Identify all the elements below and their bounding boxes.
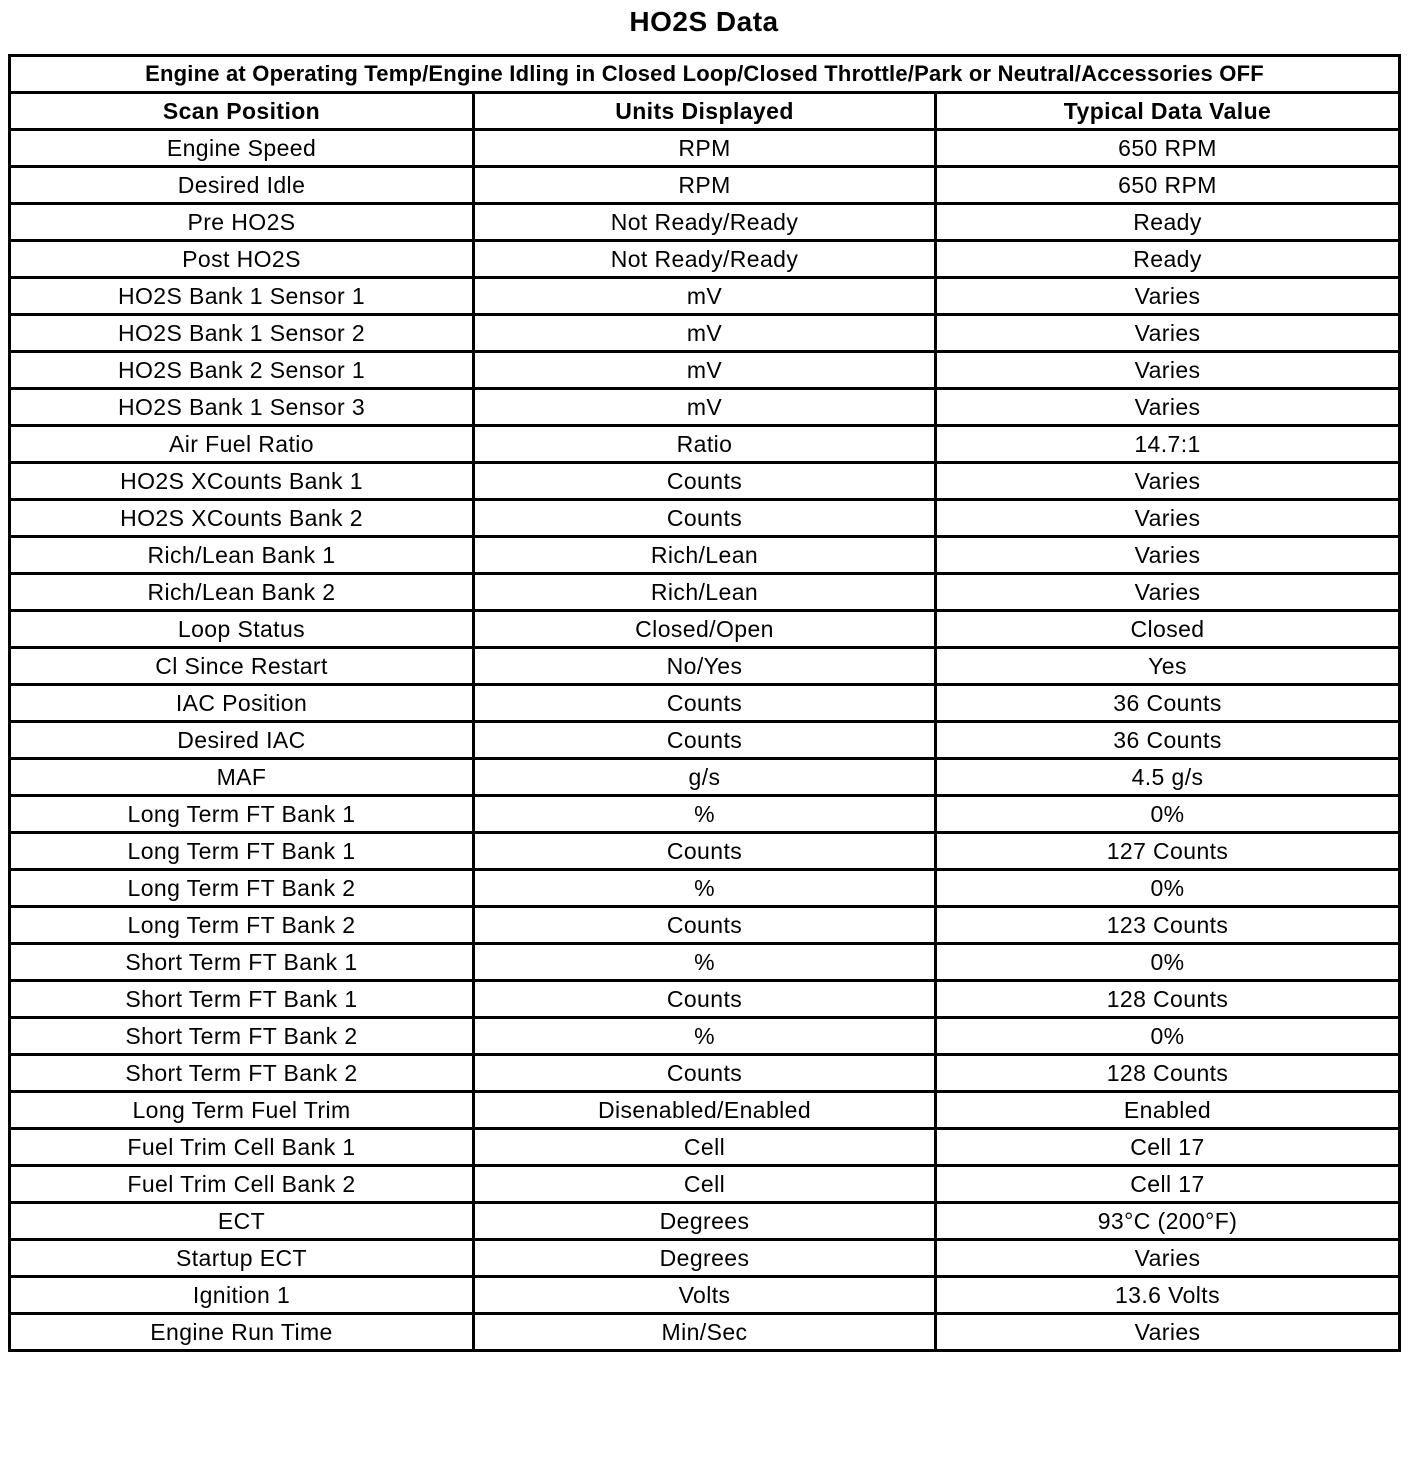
typical-data-value-cell: 128 Counts xyxy=(936,981,1400,1018)
scan-position-cell: Long Term FT Bank 1 xyxy=(10,833,474,870)
units-displayed-cell: Volts xyxy=(474,1277,936,1314)
units-displayed-cell: mV xyxy=(474,389,936,426)
table-row xyxy=(10,426,1400,463)
scan-position-cell: Cl Since Restart xyxy=(10,648,474,685)
table-row xyxy=(10,907,1400,944)
table-row xyxy=(10,1166,1400,1203)
typical-data-value-cell: Ready xyxy=(936,241,1400,278)
typical-data-value-cell: Varies xyxy=(936,278,1400,315)
condition-header: Engine at Operating Temp/Engine Idling in Closed Loop/Closed Throttle/Park or Neutral/Accessories OFF xyxy=(10,56,1400,93)
table-row xyxy=(10,1018,1400,1055)
units-displayed-cell: Not Ready/Ready xyxy=(474,204,936,241)
typical-data-value-cell: Cell 17 xyxy=(936,1129,1400,1166)
typical-data-value-cell: Varies xyxy=(936,537,1400,574)
units-displayed-cell: Degrees xyxy=(474,1203,936,1240)
typical-data-value-cell: 36 Counts xyxy=(936,722,1400,759)
units-displayed-cell: Counts xyxy=(474,722,936,759)
table-row xyxy=(10,1203,1400,1240)
scan-position-cell: Short Term FT Bank 1 xyxy=(10,944,474,981)
units-displayed-cell: % xyxy=(474,870,936,907)
table-body xyxy=(10,130,1400,1351)
typical-data-value-cell: Varies xyxy=(936,352,1400,389)
table-row xyxy=(10,981,1400,1018)
scan-position-cell: IAC Position xyxy=(10,685,474,722)
typical-data-value-cell: Varies xyxy=(936,500,1400,537)
typical-data-value-cell: 14.7:1 xyxy=(936,426,1400,463)
scan-position-cell: Rich/Lean Bank 2 xyxy=(10,574,474,611)
units-displayed-cell: Degrees xyxy=(474,1240,936,1277)
typical-data-value-cell: 36 Counts xyxy=(936,685,1400,722)
table-row xyxy=(10,944,1400,981)
scan-position-cell: Engine Run Time xyxy=(10,1314,474,1351)
units-displayed-cell: Not Ready/Ready xyxy=(474,241,936,278)
units-displayed-cell: Counts xyxy=(474,1055,936,1092)
table-row xyxy=(10,204,1400,241)
scan-position-cell: Desired Idle xyxy=(10,167,474,204)
column-header-scan-position: Scan Position xyxy=(10,93,474,130)
typical-data-value-cell: Enabled xyxy=(936,1092,1400,1129)
table-row xyxy=(10,241,1400,278)
scan-position-cell: Startup ECT xyxy=(10,1240,474,1277)
table-row xyxy=(10,722,1400,759)
units-displayed-cell: Disenabled/Enabled xyxy=(474,1092,936,1129)
table-row xyxy=(10,1055,1400,1092)
units-displayed-cell: Cell xyxy=(474,1129,936,1166)
typical-data-value-cell: 650 RPM xyxy=(936,167,1400,204)
table-row xyxy=(10,1092,1400,1129)
scan-position-cell: Long Term FT Bank 2 xyxy=(10,870,474,907)
typical-data-value-cell: Closed xyxy=(936,611,1400,648)
table-row xyxy=(10,463,1400,500)
page-title: HO2S Data xyxy=(629,6,779,37)
units-displayed-cell: Closed/Open xyxy=(474,611,936,648)
scan-position-cell: Fuel Trim Cell Bank 1 xyxy=(10,1129,474,1166)
units-displayed-cell: Counts xyxy=(474,907,936,944)
units-displayed-cell: % xyxy=(474,944,936,981)
table-row xyxy=(10,352,1400,389)
scan-position-cell: Desired IAC xyxy=(10,722,474,759)
typical-data-value-cell: 0% xyxy=(936,1018,1400,1055)
units-displayed-cell: Rich/Lean xyxy=(474,537,936,574)
scan-position-cell: Rich/Lean Bank 1 xyxy=(10,537,474,574)
units-displayed-cell: mV xyxy=(474,352,936,389)
scan-position-cell: Short Term FT Bank 1 xyxy=(10,981,474,1018)
typical-data-value-cell: 13.6 Volts xyxy=(936,1277,1400,1314)
units-displayed-cell: % xyxy=(474,1018,936,1055)
table-row xyxy=(10,759,1400,796)
table-row xyxy=(10,1314,1400,1351)
scan-position-cell: Engine Speed xyxy=(10,130,474,167)
units-displayed-cell: RPM xyxy=(474,167,936,204)
typical-data-value-cell: 123 Counts xyxy=(936,907,1400,944)
column-header-row xyxy=(10,93,1400,130)
table-row xyxy=(10,574,1400,611)
scan-position-cell: HO2S Bank 1 Sensor 1 xyxy=(10,278,474,315)
units-displayed-cell: mV xyxy=(474,278,936,315)
table-row xyxy=(10,167,1400,204)
typical-data-value-cell: Varies xyxy=(936,574,1400,611)
scan-position-cell: Loop Status xyxy=(10,611,474,648)
table-row xyxy=(10,130,1400,167)
table-row xyxy=(10,537,1400,574)
units-displayed-cell: Counts xyxy=(474,981,936,1018)
units-displayed-cell: Cell xyxy=(474,1166,936,1203)
table-row xyxy=(10,1129,1400,1166)
typical-data-value-cell: 128 Counts xyxy=(936,1055,1400,1092)
condition-row xyxy=(10,56,1400,93)
typical-data-value-cell: Varies xyxy=(936,1240,1400,1277)
scan-position-cell: Air Fuel Ratio xyxy=(10,426,474,463)
typical-data-value-cell: Varies xyxy=(936,1314,1400,1351)
typical-data-value-cell: Cell 17 xyxy=(936,1166,1400,1203)
scan-position-cell: Long Term Fuel Trim xyxy=(10,1092,474,1129)
table-row xyxy=(10,685,1400,722)
table-row xyxy=(10,833,1400,870)
units-displayed-cell: g/s xyxy=(474,759,936,796)
typical-data-value-cell: Varies xyxy=(936,315,1400,352)
scan-position-cell: Short Term FT Bank 2 xyxy=(10,1055,474,1092)
typical-data-value-cell: Varies xyxy=(936,389,1400,426)
units-displayed-cell: Min/Sec xyxy=(474,1314,936,1351)
table-row xyxy=(10,870,1400,907)
scan-position-cell: Long Term FT Bank 1 xyxy=(10,796,474,833)
scan-position-cell: Pre HO2S xyxy=(10,204,474,241)
typical-data-value-cell: 0% xyxy=(936,796,1400,833)
units-displayed-cell: Counts xyxy=(474,463,936,500)
typical-data-value-cell: 4.5 g/s xyxy=(936,759,1400,796)
units-displayed-cell: Rich/Lean xyxy=(474,574,936,611)
table-row xyxy=(10,389,1400,426)
typical-data-value-cell: 0% xyxy=(936,870,1400,907)
scan-position-cell: Post HO2S xyxy=(10,241,474,278)
typical-data-value-cell: Ready xyxy=(936,204,1400,241)
table-row xyxy=(10,611,1400,648)
table-row xyxy=(10,315,1400,352)
table-row xyxy=(10,1277,1400,1314)
table-row xyxy=(10,278,1400,315)
table-row xyxy=(10,648,1400,685)
table-row xyxy=(10,500,1400,537)
scan-position-cell: HO2S XCounts Bank 1 xyxy=(10,463,474,500)
units-displayed-cell: % xyxy=(474,796,936,833)
typical-data-value-cell: 0% xyxy=(936,944,1400,981)
table-row xyxy=(10,796,1400,833)
units-displayed-cell: Counts xyxy=(474,500,936,537)
scan-position-cell: HO2S XCounts Bank 2 xyxy=(10,500,474,537)
typical-data-value-cell: 127 Counts xyxy=(936,833,1400,870)
typical-data-value-cell: 650 RPM xyxy=(936,130,1400,167)
scan-position-cell: HO2S Bank 1 Sensor 2 xyxy=(10,315,474,352)
scan-position-cell: Long Term FT Bank 2 xyxy=(10,907,474,944)
units-displayed-cell: Counts xyxy=(474,833,936,870)
typical-data-value-cell: Yes xyxy=(936,648,1400,685)
units-displayed-cell: RPM xyxy=(474,130,936,167)
scan-position-cell: ECT xyxy=(10,1203,474,1240)
scan-position-cell: Ignition 1 xyxy=(10,1277,474,1314)
ho2s-data-table xyxy=(8,54,1401,1352)
typical-data-value-cell: 93°C (200°F) xyxy=(936,1203,1400,1240)
column-header-typical-data-value: Typical Data Value xyxy=(936,93,1400,130)
units-displayed-cell: Ratio xyxy=(474,426,936,463)
scan-position-cell: HO2S Bank 1 Sensor 3 xyxy=(10,389,474,426)
table-row xyxy=(10,1240,1400,1277)
scan-position-cell: Fuel Trim Cell Bank 2 xyxy=(10,1166,474,1203)
column-header-units-displayed: Units Displayed xyxy=(474,93,936,130)
scan-position-cell: Short Term FT Bank 2 xyxy=(10,1018,474,1055)
units-displayed-cell: mV xyxy=(474,315,936,352)
typical-data-value-cell: Varies xyxy=(936,463,1400,500)
units-displayed-cell: No/Yes xyxy=(474,648,936,685)
units-displayed-cell: Counts xyxy=(474,685,936,722)
scan-position-cell: HO2S Bank 2 Sensor 1 xyxy=(10,352,474,389)
scan-position-cell: MAF xyxy=(10,759,474,796)
